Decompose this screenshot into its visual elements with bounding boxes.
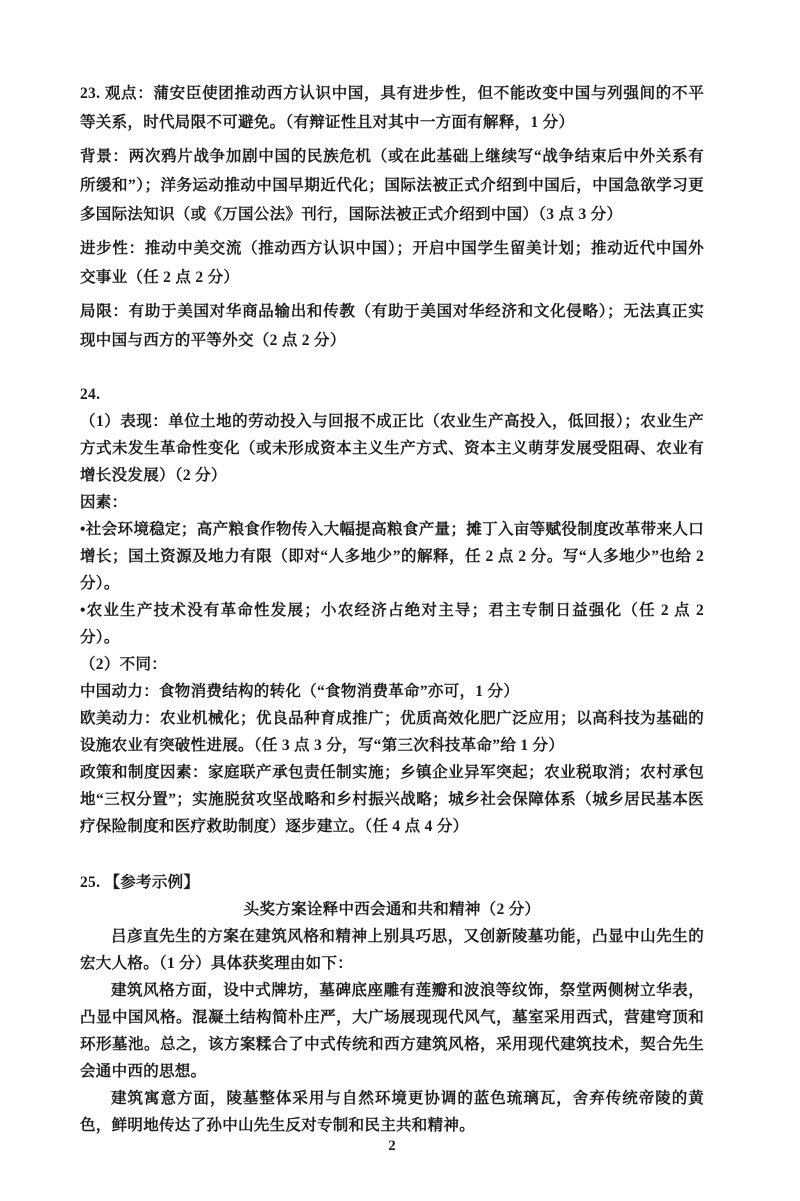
answer-24 — [80, 381, 704, 840]
answer-23 — [80, 79, 704, 355]
answer-24-part1-manifestation: （1）表现：单位土地的劳动投入与回报不成正比（农业生产高投入，低回报）；农业生产方式未发生革命性变化（或未形成资本主义生产方式、资本主义萌芽发展受阻碍、农业有增长没发展）（2 分） — [80, 413, 704, 484]
answer-sheet-content — [80, 79, 704, 1139]
answer-25 — [80, 869, 704, 1139]
answer-25-meaning-paragraph: 建筑寓意方面，陵墓整体采用与自然环境更协调的蓝色琉璃瓦，舍弃传统帝陵的黄色，鲜明地传达了孙中山先生反对专制和民主共和精神。 — [80, 1090, 704, 1134]
answer-24-number: 24. — [80, 386, 101, 403]
answer-24-west-driver: 欧美动力：农业机械化；优良品种育成推广；优质高效化肥广泛应用；以高科技为基础的设施农业有突破性进展。（任 3 点 3 分，写“第三次科技革命”给 1 分） — [80, 710, 704, 754]
answer-24-part2-label: （2）不同： — [80, 656, 168, 673]
answer-25-heading: 25. 【参考示例】 — [80, 874, 200, 891]
answer-24-factor-bullet-1: •社会环境稳定；高产粮食作物传入大幅提高粮食产量；摊丁入亩等赋役制度改革带来人口增长；国土资源及地力有限（即对“人多地少”的解释，任 2 点 2 分。写“人多地少”也给 2 分）。 — [80, 521, 704, 592]
answer-24-factor-bullet-2: •农业生产技术没有革命性发展；小农经济占绝对主导；君主专制日益强化（任 2 点 2 分）。 — [80, 602, 704, 646]
answer-24-factors-label: 因素： — [80, 494, 128, 511]
answer-25-intro-paragraph: 吕彦直先生的方案在建筑风格和精神上别具巧思，又创新陵墓功能，凸显中山先生的宏大人格。（1 分）具体获奖理由如下： — [80, 928, 704, 972]
answer-23-limitations: 局限：有助于美国对华商品输出和传教（有助于美国对华经济和文化侵略）；无法真正实现中国与西方的平等外交（2 点 2 分） — [80, 303, 704, 349]
answer-24-policy-factors: 政策和制度因素：家庭联产承包责任制实施；乡镇企业异军突起；农业税取消；农村承包地“三权分置”；实施脱贫攻坚战略和乡村振兴战略；城乡社会保障体系（城乡居民基本医疗保险制度和医疗救助制度）逐步建立。（任 4 点 4 分） — [80, 764, 704, 835]
answer-23-background: 背景：两次鸦片战争加剧中国的民族危机（或在此基础上继续写“战争结束后中外关系有所缓和”）；洋务运动推动中国早期近代化；国际法被正式介绍到中国后，中国急欲学习更多国际法知识（或《万国公法》刊行，国际法被正式介绍到中国）（3 点 3 分） — [80, 148, 704, 223]
answer-24-china-driver: 中国动力：食物消费结构的转化（“食物消费革命”亦可，1 分） — [80, 683, 520, 700]
answer-23-viewpoint: 23. 观点：蒲安臣使团推动西方认识中国，具有进步性，但不能改变中国与列强间的不平等关系，时代局限不可避免。（有辩证性且对其中一方面有解释，1 分） — [80, 85, 704, 131]
answer-25-essay-title: 头奖方案诠释中西会通和共和精神（2 分） — [243, 901, 541, 918]
answer-23-progressiveness: 进步性：推动中美交流（推动西方认识中国）；开启中国学生留美计划；推动近代中国外交事业（任 2 点 2 分） — [80, 240, 704, 286]
answer-25-style-paragraph: 建筑风格方面，设中式牌坊，墓碑底座雕有莲瓣和波浪等纹饰，祭堂两侧树立华表，凸显中国风格。混凝土结构简朴庄严，大广场展现现代风气，墓室采用西式，营建穹顶和环形墓池。总之，该方案糅合了中式传统和西方建筑风格，采用现代建筑技术，契合先生会通中西的思想。 — [80, 982, 704, 1080]
page-number: 2 — [388, 1138, 396, 1154]
